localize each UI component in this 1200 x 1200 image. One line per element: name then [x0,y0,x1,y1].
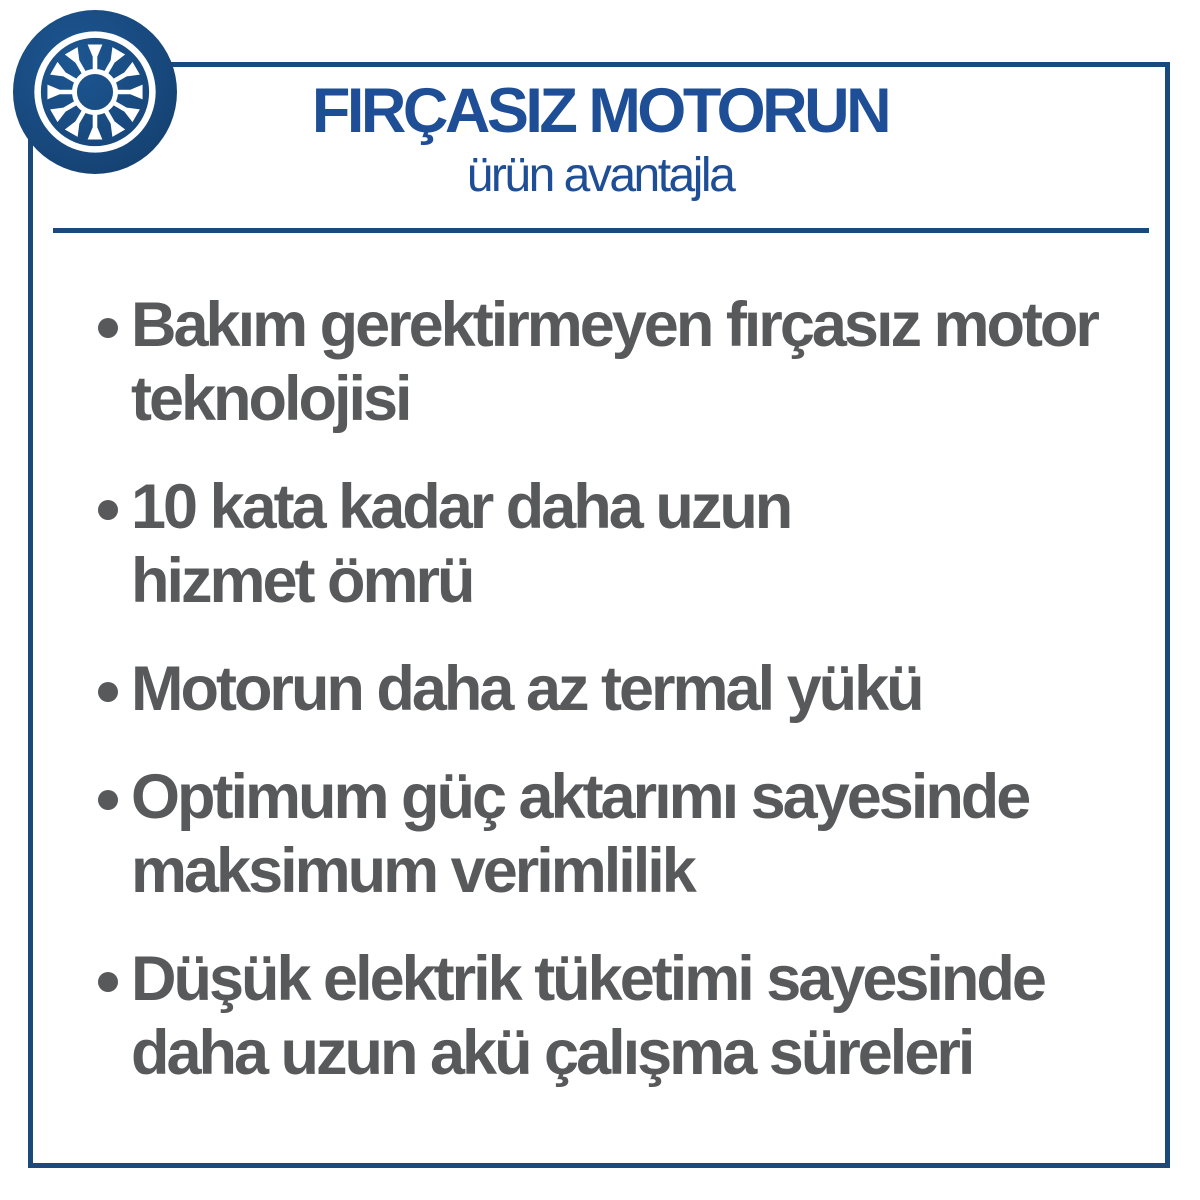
bullet-dot-icon [98,790,118,810]
bullet-line: 10 kata kadar daha uzun [131,472,791,542]
bullet-line: Bakım gerektirmeyen fırçasız motor [131,290,1097,360]
bullet-text [131,470,790,618]
list-item [98,470,1165,618]
list-item [98,288,1165,436]
bullet-dot-icon [98,500,118,520]
bullet-text [131,652,922,726]
bullet-dot-icon [98,682,118,702]
bullet-text [131,942,1044,1090]
bullet-line: Düşük elektrik tüketimi sayesinde [131,944,1044,1014]
bullet-line: daha uzun akü çalışma süreleri [131,1018,973,1088]
list-item [98,760,1165,908]
list-item [98,942,1165,1090]
bullet-dot-icon [98,972,118,992]
bullet-line: hizmet ömrü [131,546,473,616]
bullet-line: teknolojisi [131,364,410,434]
header [0,76,1200,202]
bullet-dot-icon [98,318,118,338]
bullet-text [131,288,1097,436]
list-item [98,652,1165,726]
page-title: FIRÇASIZ MOTORUN [311,76,889,146]
page-subtitle: ürün avantajla [466,149,734,202]
header-divider [53,228,1149,233]
bullet-text [131,760,1028,908]
bullet-line: Motorun daha az termal yükü [131,654,922,724]
bullet-line: maksimum verimlilik [131,836,694,906]
bullet-line: Optimum güç aktarımı sayesinde [131,762,1029,832]
bullet-list [98,288,1165,1124]
